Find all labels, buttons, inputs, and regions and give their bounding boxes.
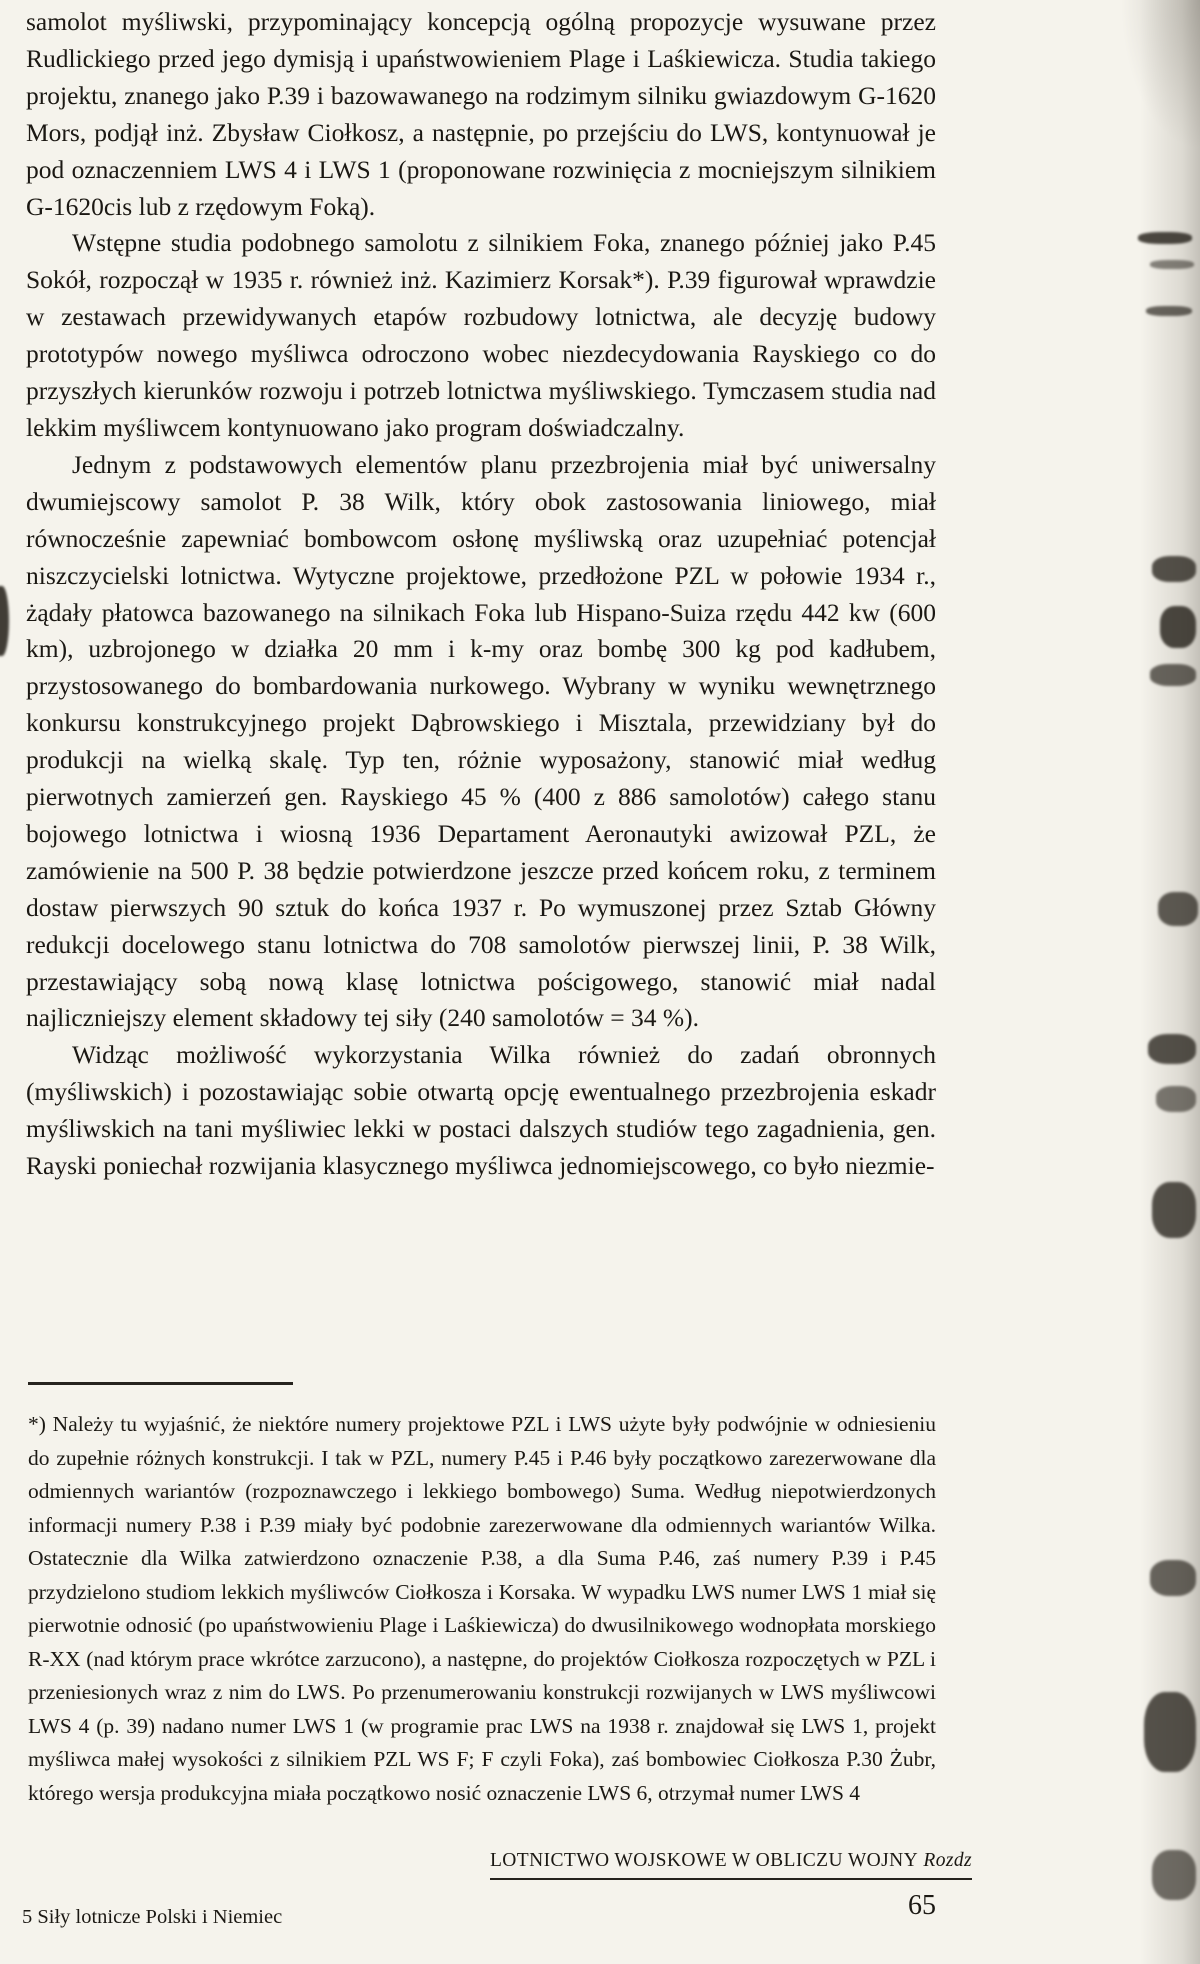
scan-artifact: [1146, 306, 1192, 316]
running-title: LOTNICTWO WOJSKOWE W OBLICZU WOJNY: [490, 1850, 919, 1871]
body-paragraph-1: samolot myśliwski, przypominający koncepcją ogólną propozycje wysuwane przez Rudlickiego przed jego dymisją i upaństwowieniem Plage i Laśkiewicza. Studia takiego projektu, znanego jako P.39 i bazowawanego na rodzimym silniku gwiazdowym G-1620 Mors, podjął inż. Zbysław Ciołkosz, a następnie, po przejściu do LWS, kontynuował je pod oznaczenniem LWS 4 i LWS 1 (proponowane rozwinięcia z mocniejszym silnikiem G-1620cis lub z rzędowym Foką).: [26, 7, 936, 221]
scan-artifact: [1138, 232, 1192, 244]
footnote-separator-rule: [28, 1382, 293, 1385]
scan-artifact: [1152, 1850, 1196, 1900]
body-paragraph-2: Wstępne studia podobnego samolotu z silnikiem Foka, znanego później jako P.45 Sokół, rozpoczął w 1935 r. również inż. Kazimierz Korsak*). P.39 figurował wprawdzie w zestawach przewidywanych etapów rozbudowy lotnictwa, ale decyzję budowy prototypów nowego myśliwca odroczono wobec niezdecydowania Rayskiego co do przyszłych kierunków rozwoju i potrzeb lotnictwa myśliwskiego. Tymczasem studia nad lekkim myśliwcem kontynuowano jako program doświadczalny.: [26, 228, 936, 442]
scan-artifact: [0, 586, 9, 656]
scan-edge-shade: [1140, 0, 1200, 1964]
footnote-text: *) Należy tu wyjaśnić, że niektóre numery projektowe PZL i LWS użyte były podwójnie w odniesieniu do zupełnie różnych konstrukcji. I tak w PZL, numery P.45 i P.46 były początkowo zarezerwowane dla odmiennych wariantów (rozpoznawczego i lekkiego bombowego) Suma. Według niepotwierdzonych informacji numery P.38 i P.39 miały być podobnie zarezerwowane dla odmiennych wariantów Wilka. Ostatecznie dla Wilka zatwierdzono oznaczenie P.38, a dla Suma P.46, zaś numery P.39 i P.45 przydzielono studiom lekkich myśliwców Ciołkosza i Korsaka. W wypadku LWS numer LWS 1 miał się pierwotnie odnosić (po upaństwowieniu Plage i Laśkiewicza) do dwusilnikowego wodnopłata morskiego R-XX (nad którym prace wkrótce zarzucono), a następne, do projektów Ciołkosza rozpoczętych w PZL i przeniesionych wraz z nim do LWS. Po przenumerowaniu konstrukcji rozwijanych w LWS myśliwcowi LWS 4 (p. 39) nadano numer LWS 1 (w programie prac LWS na 1938 r. znajdował się LWS 1, projekt myśliwca małej wysokości z silnikiem PZL WS F; F czyli Foka), zaś bombowiec Ciołkosza P.30 Żubr, którego wersja produkcyjna miała początkowo nosić oznaczenie LWS 6, otrzymał numer LWS 4: [28, 1412, 936, 1805]
scan-artifact: [1150, 664, 1196, 686]
scan-artifact: [1148, 1034, 1196, 1064]
running-footer: [490, 1850, 972, 1880]
scan-artifact: [1158, 892, 1198, 926]
scan-artifact: [1152, 556, 1196, 582]
running-footer-underline: [490, 1850, 972, 1880]
body-paragraph-3: Jednym z podstawowych elementów planu przezbrojenia miał być uniwersalny dwumiejscowy samolot P. 38 Wilk, który obok zastosowania liniowego, miał równocześnie zapewniać bombowcom osłonę myśliwską oraz uzupełniać potencjał niszczycielski lotnictwa. Wytyczne projektowe, przedłożone PZL w połowie 1934 r., żądały płatowca bazowanego na silnikach Foka lub Hispano-Suiza rzędu 442 kw (600 km), uzbrojonego w działka 20 mm i k-my oraz bombę 300 kg pod kadłubem, przystosowanego do bombardowania nurkowego. Wybrany w wyniku wewnętrznego konkursu konstrukcyjnego projekt Dąbrowskiego i Misztala, przewidziany był do produkcji na wielką skalę. Typ ten, różnie wyposażony, stanowić miał według pierwotnych zamierzeń gen. Rayskiego 45 % (400 z 886 samolotów) całego stanu bojowego lotnictwa i wiosną 1936 Departament Aeronautyki awizował PZL, że zamówienie na 500 P. 38 będzie potwierdzone jeszcze przed końcem roku, z terminem dostaw pierwszych 90 sztuk do końca 1937 r. Po wymuszonej przez Sztab Główny redukcji docelowego stanu lotnictwa do 708 samolotów pierwszej linii, P. 38 Wilk, przestawiający sobą nową klasę lotnictwa pościgowego, stanowić miał nadal najliczniejszy element składowy tej siły (240 samolotów = 34 %).: [26, 449, 936, 1033]
page-number: 65: [908, 1890, 936, 1921]
scan-artifact: [1156, 1086, 1196, 1112]
scan-artifact: [1150, 260, 1194, 269]
chapter-reference: Rozdz: [923, 1850, 972, 1871]
main-text-block: [26, 4, 936, 1185]
scan-artifact: [1152, 1182, 1196, 1238]
scan-artifact: [1160, 606, 1196, 648]
scan-artifact: [1144, 1692, 1196, 1772]
scan-artifact: [1150, 1560, 1196, 1596]
print-run-signature: 5 Siły lotnicze Polski i Niemiec: [22, 1906, 283, 1928]
body-paragraph-4: Widząc możliwość wykorzystania Wilka również do zadań obronnych (myśliwskich) i pozostawiając sobie otwartą opcję ewentualnego przezbrojenia eskadr myśliwskich na tani myśliwiec lekki w postaci dalszych studiów tego zagadnienia, gen. Rayski poniechał rozwijania klasycznego myśliwca jednomiejscowego, co było niezmie-: [26, 1040, 936, 1181]
scan-corner-shade: [1120, 0, 1200, 150]
